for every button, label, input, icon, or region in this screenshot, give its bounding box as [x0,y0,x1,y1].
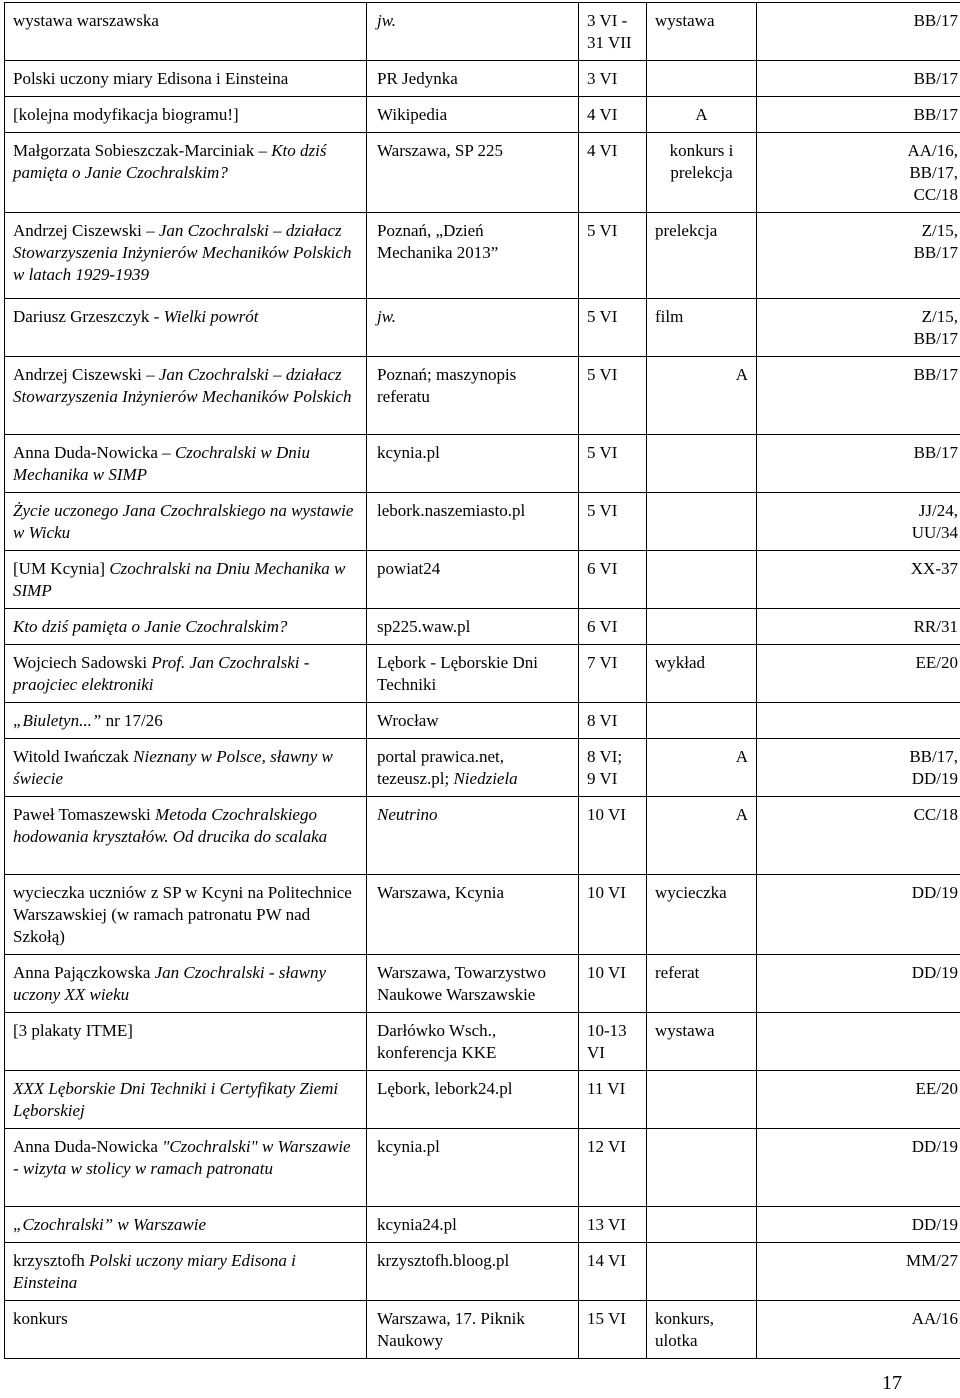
type-text: wystawa [655,11,715,30]
date-text: 5 VI [587,221,618,240]
source-text: Wrocław [377,711,439,730]
source-text: Poznań; maszynopis referatu [377,365,517,406]
cell-code [757,133,960,213]
type-text: A [695,105,708,124]
title-text: wycieczka uczniów z SP w Kcyni na Politechnice Warszawskiej (w ramach patronatu PW nad Szkołą) [13,883,352,946]
cell-code [757,739,960,797]
cell-type [647,61,757,97]
code-text: AA/16, BB/17, CC/18 [907,141,958,204]
cell-date [579,213,647,299]
table-row [5,1013,960,1071]
cell-type [647,955,757,1013]
source-text: Warszawa, Towarzystwo Naukowe Warszawskie [377,963,546,1004]
press-mentions-table [4,2,960,1359]
cell-type [647,1243,757,1301]
cell-code [757,97,960,133]
cell-type [647,1207,757,1243]
cell-date [579,1129,647,1207]
title-italic-text: Jan Czochralski – działacz Stowarzyszenia Inżynierów Mechaników Polskich w latach 1929-1939 [13,221,352,284]
title-italic-text: XXX Lęborskie Dni Techniki i Certyfikaty Ziemi Lęborskiej [13,1079,339,1120]
cell-code [757,955,960,1013]
cell-type [647,133,757,213]
date-text: 13 VI [587,1215,626,1234]
title-italic-text: Jan Czochralski – działacz Stowarzyszenia Inżynierów Mechaników Polskich [13,365,352,406]
code-text: BB/17 [913,11,958,30]
cell-title [5,97,367,133]
type-text: film [655,307,684,326]
cell-title [5,797,367,875]
cell-type [647,213,757,299]
cell-date [579,133,647,213]
table-row [5,1207,960,1243]
date-text: 14 VI [587,1251,626,1270]
cell-type [647,645,757,703]
title-text: wystawa warszawska [13,11,159,30]
author-text: Wojciech Sadowski [13,653,152,672]
code-text: CC/18 [913,805,958,824]
cell-source [367,1013,579,1071]
author-text: Anna Duda-Nowicka [13,1137,163,1156]
cell-date [579,493,647,551]
cell-source [367,1129,579,1207]
cell-title [5,875,367,955]
cell-title [5,1071,367,1129]
title-italic-text: Prof. Jan Czochralski - praojciec elektroniki [13,653,310,694]
cell-type [647,97,757,133]
table-row [5,3,960,61]
cell-type [647,875,757,955]
table-row [5,1301,960,1359]
code-text: BB/17 [913,105,958,124]
date-text: 10 VI [587,883,626,902]
table-row [5,739,960,797]
date-text: 3 VI [587,69,618,88]
cell-title [5,1301,367,1359]
cell-source [367,875,579,955]
title-italic-text: „Czochralski” w Warszawie [13,1215,207,1234]
cell-source [367,1071,579,1129]
source-text: Warszawa, 17. Piknik Naukowy [377,1309,525,1350]
cell-source [367,133,579,213]
cell-title [5,609,367,645]
date-text: 6 VI [587,559,618,578]
title-italic-text: Jan Czochralski - sławny uczony XX wieku [13,963,327,1004]
date-text: 6 VI [587,617,618,636]
cell-code [757,61,960,97]
code-text: DD/19 [911,963,958,982]
title-italic-text: Wielki powrót [163,307,259,326]
author-text: Witold Iwańczak [13,747,134,766]
source-text: Poznań, „Dzień Mechanika 2013” [377,221,499,262]
cell-type [647,1129,757,1207]
cell-title [5,493,367,551]
cell-type [647,739,757,797]
title-text: Polski uczony miary Edisona i Einsteina [13,69,289,88]
date-text: 12 VI [587,1137,626,1156]
table-row [5,97,960,133]
cell-code [757,3,960,61]
code-text: BB/17 [913,443,958,462]
cell-date [579,61,647,97]
cell-date [579,1207,647,1243]
cell-type [647,797,757,875]
source-text: kcynia.pl [377,1137,440,1156]
table-row [5,213,960,299]
type-text: A [735,365,748,384]
cell-source [367,609,579,645]
type-text: konkurs i prelekcja [669,141,734,182]
author-text: Anna Pajączkowska [13,963,155,982]
cell-date [579,1301,647,1359]
cell-date [579,435,647,493]
title-italic-text: Kto dziś pamięta o Janie Czochralskim? [13,617,288,636]
author-text: Andrzej Ciszewski – [13,365,159,384]
cell-source [367,493,579,551]
cell-title [5,1013,367,1071]
cell-date [579,551,647,609]
date-text: 10 VI [587,805,626,824]
source-text: lebork.naszemiasto.pl [377,501,526,520]
type-text: konkurs, ulotka [655,1309,715,1350]
cell-type [647,551,757,609]
cell-source [367,1301,579,1359]
author-text: [UM Kcynia] [13,559,110,578]
cell-code [757,1129,960,1207]
table-row [5,955,960,1013]
cell-type [647,1013,757,1071]
source-text: krzysztofh.bloog.pl [377,1251,510,1270]
cell-type [647,435,757,493]
code-text: RR/31 [913,617,958,636]
table-row [5,609,960,645]
title-italic-text: "Czochralski" w Warszawie - wizyta w stolicy w ramach patronatu [13,1137,351,1178]
table-row [5,133,960,213]
type-text: wycieczka [655,883,727,902]
title-italic-text: Nieznany w Polsce, sławny w świecie [13,747,333,788]
cell-type [647,299,757,357]
type-text: wystawa [655,1021,715,1040]
cell-source [367,61,579,97]
type-text: prelekcja [655,221,718,240]
date-text: 10-13 VI [587,1021,627,1062]
cell-title [5,645,367,703]
cell-code [757,1071,960,1129]
code-text: DD/19 [911,1137,958,1156]
source-text: Warszawa, Kcynia [377,883,505,902]
cell-code [757,551,960,609]
title-text: [kolejna modyfikacja biogramu!] [13,105,239,124]
code-text: MM/27 [906,1251,958,1270]
author-text: Andrzej Ciszewski – [13,221,159,240]
title-italic-text: Kto dziś pamięta o Janie Czochralskim? [13,141,327,182]
cell-code [757,1301,960,1359]
title-text: [3 plakaty ITME] [13,1021,133,1040]
cell-source [367,551,579,609]
code-text: DD/19 [911,883,958,902]
cell-code [757,645,960,703]
table-row [5,493,960,551]
cell-source [367,97,579,133]
cell-title [5,1129,367,1207]
source-text: powiat24 [377,559,441,578]
cell-code [757,493,960,551]
cell-title [5,213,367,299]
cell-source [367,645,579,703]
cell-code [757,703,960,739]
code-text: Z/15, BB/17 [913,221,958,262]
cell-title [5,1207,367,1243]
title-italic-text: Metoda Czochralskiego hodowania kryształów. Od drucika do scalaka [13,805,328,846]
cell-type [647,357,757,435]
author-text: Małgorzata Sobieszczak-Marciniak – [13,141,272,160]
table-row [5,1243,960,1301]
cell-title [5,955,367,1013]
table-row [5,299,960,357]
cell-title [5,357,367,435]
cell-source [367,299,579,357]
table-row [5,61,960,97]
source-text: sp225.waw.pl [377,617,471,636]
date-text: 4 VI [587,141,618,160]
source-text: jw. [377,11,397,30]
cell-title [5,299,367,357]
table-row [5,551,960,609]
cell-date [579,875,647,955]
cell-date [579,703,647,739]
cell-date [579,609,647,645]
date-text: 4 VI [587,105,618,124]
code-text: XX-37 [910,559,958,578]
source-text: Lębork, lebork24.pl [377,1079,513,1098]
date-text: 3 VI - 31 VII [587,11,632,52]
source-text: jw. [377,307,397,326]
code-text: AA/16 [911,1309,958,1328]
type-text: A [735,805,748,824]
date-text: 8 VI [587,711,618,730]
cell-type [647,609,757,645]
table-row [5,875,960,955]
cell-date [579,1071,647,1129]
type-text: A [735,747,748,766]
title-italic-text: „Biuletyn...” [13,711,102,730]
title-italic-text: Polski uczony miary Edisona i Einsteina [13,1251,296,1292]
source-text: portal prawica.net, tezeusz.pl; [377,747,504,788]
author-text: krzysztofh [13,1251,90,1270]
cell-date [579,357,647,435]
cell-date [579,3,647,61]
code-text: BB/17 [913,365,958,384]
cell-source [367,213,579,299]
date-text: 15 VI [587,1309,626,1328]
source-text: Warszawa, SP 225 [377,141,503,160]
cell-code [757,1013,960,1071]
cell-title [5,3,367,61]
date-text: 5 VI [587,501,618,520]
author-text: Dariusz Grzeszczyk - [13,307,164,326]
date-text: 5 VI [587,443,618,462]
table-row [5,435,960,493]
code-text: EE/20 [915,653,958,672]
cell-source [367,1243,579,1301]
source-italic-text: Niedziela [453,769,518,788]
date-text: 5 VI [587,365,618,384]
cell-type [647,703,757,739]
source-text: Neutrino [377,805,438,824]
cell-title [5,61,367,97]
source-text: Lębork - Lęborskie Dni Techniki [377,653,538,694]
cell-date [579,645,647,703]
type-text: referat [655,963,700,982]
title-italic-text: Czochralski w Dniu Mechanika w SIMP [13,443,310,484]
author-text: Paweł Tomaszewski [13,805,156,824]
cell-code [757,435,960,493]
date-text: 10 VI [587,963,626,982]
cell-source [367,435,579,493]
type-text: wykład [655,653,706,672]
cell-date [579,299,647,357]
cell-title [5,435,367,493]
cell-code [757,797,960,875]
code-text: BB/17 [913,69,958,88]
cell-code [757,357,960,435]
table-row [5,645,960,703]
cell-type [647,1071,757,1129]
cell-code [757,299,960,357]
cell-source [367,1207,579,1243]
cell-title [5,133,367,213]
table-row [5,1129,960,1207]
table-row [5,797,960,875]
cell-type [647,493,757,551]
cell-type [647,1301,757,1359]
cell-source [367,797,579,875]
title-italic-text: Życie uczonego Jana Czochralskiego na wystawie w Wicku [13,501,354,542]
cell-title [5,739,367,797]
source-text: kcynia.pl [377,443,440,462]
title-italic-text: Czochralski na Dniu Mechanika w SIMP [13,559,346,600]
source-text: PR Jedynka [377,69,458,88]
date-text: 8 VI; 9 VI [587,747,623,788]
code-text: Z/15, BB/17 [913,307,958,348]
cell-source [367,357,579,435]
cell-code [757,1243,960,1301]
code-text: BB/17, DD/19 [909,747,958,788]
cell-source [367,703,579,739]
cell-title [5,1243,367,1301]
cell-source [367,955,579,1013]
cell-source [367,739,579,797]
cell-date [579,739,647,797]
table-row [5,1071,960,1129]
page-number: 17 [882,1372,902,1394]
cell-date [579,1243,647,1301]
cell-date [579,1013,647,1071]
date-text: 5 VI [587,307,618,326]
table-body [5,3,960,1359]
cell-title [5,703,367,739]
title-suffix-text: nr 17/26 [101,711,163,730]
cell-code [757,875,960,955]
cell-date [579,797,647,875]
source-text: Wikipedia [377,105,448,124]
cell-code [757,609,960,645]
table-row [5,703,960,739]
cell-code [757,213,960,299]
date-text: 7 VI [587,653,618,672]
date-text: 11 VI [587,1079,626,1098]
code-text: JJ/24, UU/34 [911,501,958,542]
cell-type [647,3,757,61]
author-text: Anna Duda-Nowicka – [13,443,175,462]
cell-source [367,3,579,61]
cell-code [757,1207,960,1243]
code-text: EE/20 [915,1079,958,1098]
cell-date [579,955,647,1013]
source-text: kcynia24.pl [377,1215,457,1234]
cell-title [5,551,367,609]
cell-date [579,97,647,133]
code-text: DD/19 [911,1215,958,1234]
title-text: konkurs [13,1309,68,1328]
source-text: Darłówko Wsch., konferencja KKE [377,1021,497,1062]
table-row [5,357,960,435]
